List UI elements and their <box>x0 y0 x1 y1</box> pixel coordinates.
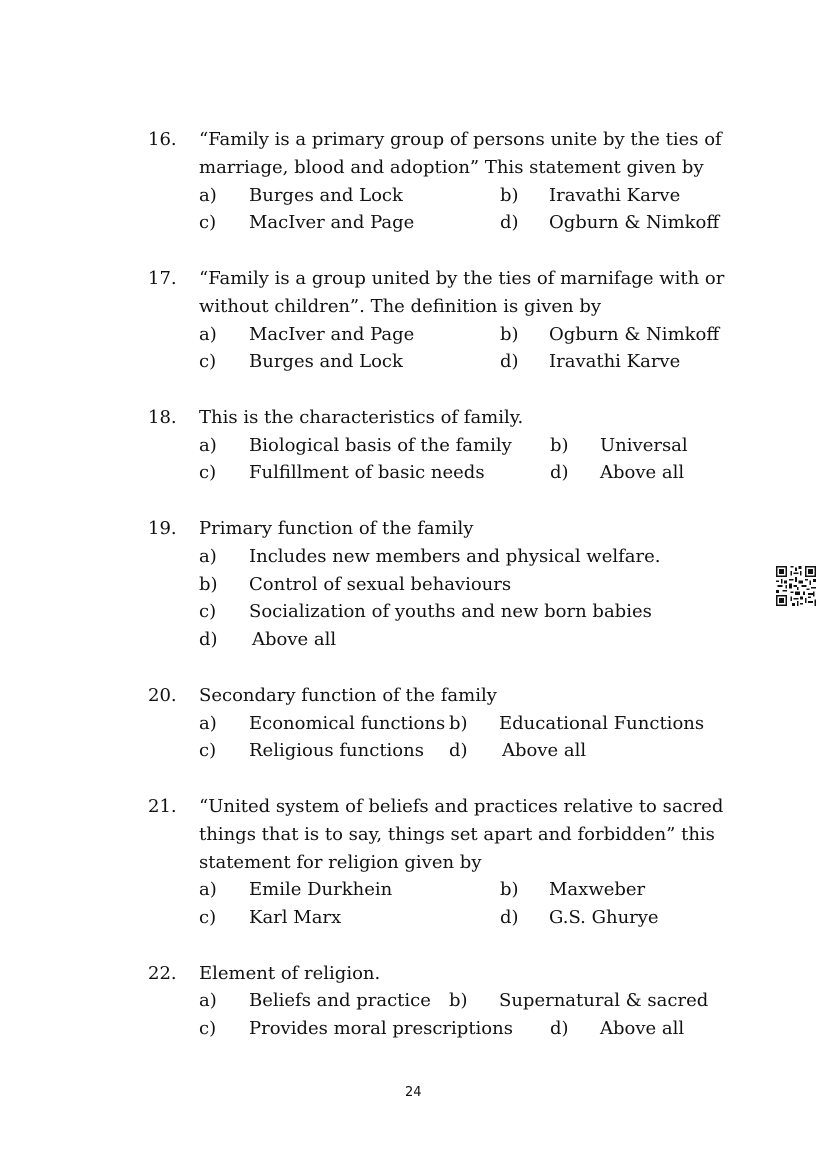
option-text: Iravathi Karve <box>549 351 681 372</box>
question-text-line: Element of religion. <box>199 963 381 984</box>
option-label: b) <box>449 990 468 1011</box>
option-text: G.S. Ghurye <box>549 907 659 928</box>
option-label: d) <box>199 629 218 650</box>
option-label: b) <box>500 324 519 345</box>
option-label: a) <box>199 546 217 567</box>
option-text: Maxweber <box>549 879 646 900</box>
option-label: d) <box>449 740 468 761</box>
option-text: Burges and Lock <box>249 351 403 372</box>
option-text: Socialization of youths and new born babies <box>249 601 652 622</box>
question-text-line: “United system of beliefs and practices relative to sacred <box>199 796 724 817</box>
option-label: c) <box>199 1018 217 1039</box>
question-number: 17. <box>148 268 177 289</box>
option-label: c) <box>199 462 217 483</box>
option-text: Ogburn & Nimkoff <box>549 212 720 233</box>
question-text-line: without children”. The definition is given by <box>199 296 602 317</box>
question-text-line: “Family is a group united by the ties of marnifage with or <box>199 268 725 289</box>
option-text: MacIver and Page <box>249 324 415 345</box>
option-label: c) <box>199 351 217 372</box>
question-text-line: “Family is a primary group of persons unite by the ties of <box>199 129 722 150</box>
option-text: Above all <box>252 629 337 650</box>
option-text: Ogburn & Nimkoff <box>549 324 720 345</box>
option-text: Religious functions <box>249 740 424 761</box>
option-text: Emile Durkhein <box>249 879 393 900</box>
option-text: Control of sexual behaviours <box>249 574 512 595</box>
option-label: d) <box>500 351 519 372</box>
question-text-line: Secondary function of the family <box>199 685 497 706</box>
option-text: Universal <box>600 435 688 456</box>
option-text: Karl Marx <box>249 907 342 928</box>
option-text: Above all <box>600 1018 685 1039</box>
question-text-line: Primary function of the family <box>199 518 474 539</box>
option-text: Educational Functions <box>499 713 705 734</box>
option-text: Provides moral prescriptions <box>249 1018 513 1039</box>
option-text: Fulfillment of basic needs <box>249 462 485 483</box>
option-text: Burges and Lock <box>249 185 403 206</box>
option-label: c) <box>199 212 217 233</box>
option-label: d) <box>550 462 569 483</box>
option-label: a) <box>199 879 217 900</box>
question-number: 19. <box>148 518 177 539</box>
option-label: a) <box>199 990 217 1011</box>
qr-code-icon <box>776 566 816 606</box>
option-label: c) <box>199 907 217 928</box>
option-text: Above all <box>502 740 587 761</box>
option-label: a) <box>199 713 217 734</box>
question-number: 20. <box>148 685 177 706</box>
question-text-line: statement for religion given by <box>199 852 482 873</box>
option-text: Above all <box>600 462 685 483</box>
option-text: Economical functions <box>249 713 446 734</box>
option-label: b) <box>500 879 519 900</box>
option-text: Includes new members and physical welfare. <box>249 546 661 567</box>
option-label: b) <box>449 713 468 734</box>
question-text-line: This is the characteristics of family. <box>199 407 524 428</box>
option-label: d) <box>500 212 519 233</box>
question-number: 18. <box>148 407 177 428</box>
option-text: Beliefs and practice <box>249 990 431 1011</box>
question-number: 22. <box>148 963 177 984</box>
option-label: a) <box>199 435 217 456</box>
option-label: a) <box>199 185 217 206</box>
option-label: b) <box>500 185 519 206</box>
page-number: 24 <box>405 1085 422 1100</box>
option-label: b) <box>550 435 569 456</box>
option-label: d) <box>550 1018 569 1039</box>
option-label: a) <box>199 324 217 345</box>
question-number: 21. <box>148 796 177 817</box>
option-text: Iravathi Karve <box>549 185 681 206</box>
option-text: Biological basis of the family <box>249 435 512 456</box>
option-label: c) <box>199 740 217 761</box>
option-text: MacIver and Page <box>249 212 415 233</box>
option-label: b) <box>199 574 218 595</box>
question-text-line: marriage, blood and adoption” This statement given by <box>199 157 704 178</box>
question-text-line: things that is to say, things set apart and forbidden” this <box>199 824 715 845</box>
option-text: Supernatural & sacred <box>499 990 709 1011</box>
option-label: d) <box>500 907 519 928</box>
option-label: c) <box>199 601 217 622</box>
question-number: 16. <box>148 129 177 150</box>
